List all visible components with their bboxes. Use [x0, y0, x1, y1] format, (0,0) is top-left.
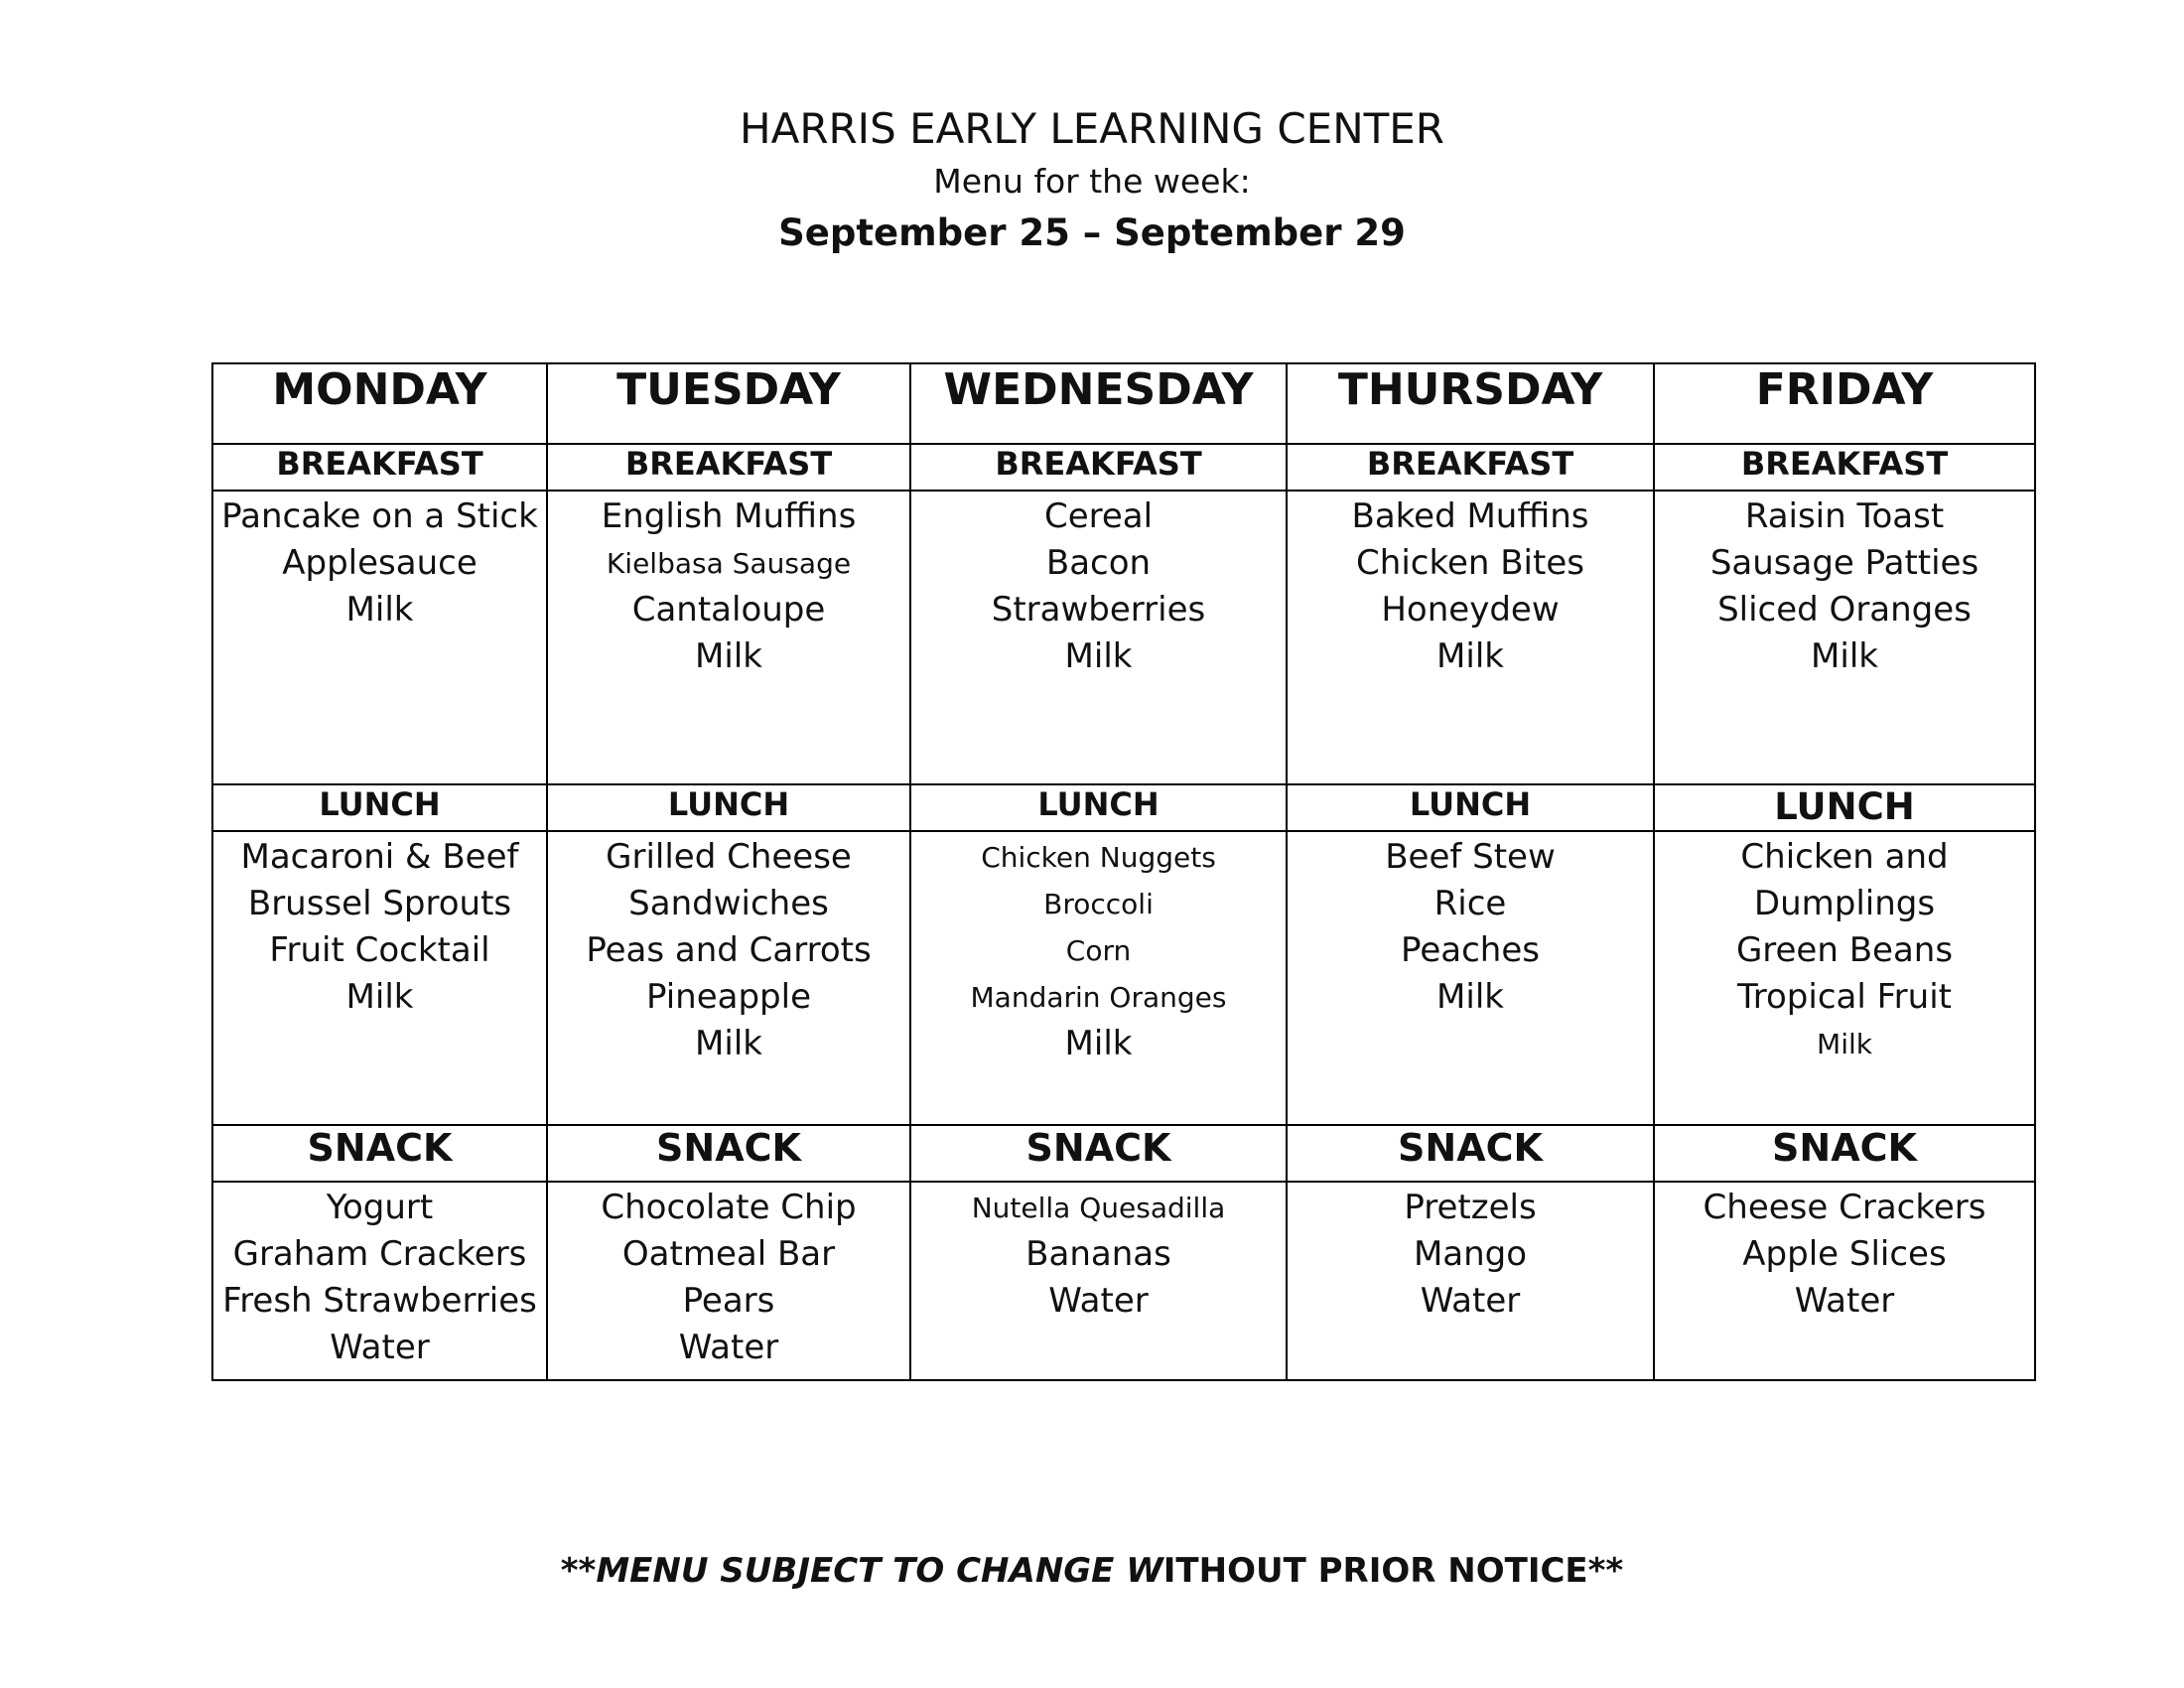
breakfast-label-row [212, 444, 2035, 491]
menu-item: Nutella Quesadilla [971, 1192, 1226, 1224]
snack-label: SNACK [1654, 1125, 2035, 1182]
day-header-row [212, 363, 2035, 444]
menu-item: Grilled Cheese [606, 837, 852, 877]
menu-item: Pears [682, 1281, 775, 1321]
menu-item: Milk [1436, 636, 1504, 676]
week-dates: September 25 – September 29 [778, 211, 1406, 254]
menu-item: Mango [1413, 1234, 1528, 1274]
menu-item: Honeydew [1381, 590, 1560, 630]
lunch-monday-cell [212, 831, 547, 1125]
menu-item: Milk [1064, 1024, 1133, 1063]
menu-item: Water [678, 1328, 779, 1367]
menu-item: Milk [1064, 636, 1133, 676]
breakfast-monday-cell [212, 491, 547, 784]
breakfast-label: BREAKFAST [547, 444, 910, 491]
breakfast-items-row [212, 491, 2035, 784]
day-header-thursday: THURSDAY [1287, 363, 1654, 444]
menu-item: Cereal [1043, 496, 1154, 536]
menu-item: Graham Crackers [232, 1234, 527, 1274]
menu-item: Dumplings [1753, 884, 1936, 923]
snack-wednesday-cell [910, 1182, 1287, 1380]
breakfast-label: BREAKFAST [910, 444, 1287, 491]
menu-item: Milk [695, 636, 762, 676]
menu-item: Kielbasa Sausage [606, 547, 852, 580]
menu-item: Sliced Oranges [1717, 590, 1972, 630]
lunch-label-row [212, 784, 2035, 831]
menu-item: Macaroni & Beef [240, 837, 519, 877]
breakfast-label: BREAKFAST [212, 444, 547, 491]
day-header-wednesday: WEDNESDAY [910, 363, 1287, 444]
menu-item: Pancake on a Stick [221, 496, 538, 536]
page-title: HARRIS EARLY LEARNING CENTER [740, 104, 1444, 153]
menu-item: Water [1420, 1281, 1521, 1321]
snack-monday-cell [212, 1182, 547, 1380]
menu-item: Milk [345, 977, 414, 1017]
menu-item: Beef Stew [1385, 837, 1556, 877]
menu-item: Fresh Strawberries [222, 1281, 537, 1321]
menu-item: Chicken Nuggets [981, 841, 1216, 874]
notice-text: ITHOUT PRIOR NOTICE** [1162, 1551, 1624, 1591]
weekly-menu-table [211, 362, 2036, 1381]
snack-items-row [212, 1182, 2035, 1380]
day-header-tuesday: TUESDAY [547, 363, 910, 444]
menu-item: Chicken Bites [1356, 543, 1584, 583]
menu-item: Water [1794, 1281, 1895, 1321]
menu-item: Pretzels [1404, 1188, 1537, 1227]
menu-item: Bacon [1045, 543, 1152, 583]
lunch-label: LUNCH [547, 784, 910, 831]
menu-item: Broccoli [1043, 888, 1154, 920]
menu-item: Fruit Cocktail [269, 930, 490, 970]
lunch-label: LUNCH [212, 784, 547, 831]
lunch-thursday-cell [1287, 831, 1654, 1125]
menu-item: Mandarin Oranges [970, 981, 1227, 1014]
menu-item: Water [1048, 1281, 1149, 1321]
lunch-label: LUNCH [1287, 784, 1654, 831]
menu-item: Peas and Carrots [586, 930, 872, 970]
lunch-label: LUNCH [1654, 784, 2035, 831]
menu-item: Strawberries [991, 590, 1206, 630]
menu-item: Milk [1817, 1028, 1872, 1060]
breakfast-label: BREAKFAST [1654, 444, 2035, 491]
page-subtitle: Menu for the week: [933, 162, 1251, 201]
menu-item: Apple Slices [1742, 1234, 1947, 1274]
breakfast-wednesday-cell [910, 491, 1287, 784]
menu-item: Bananas [1025, 1234, 1171, 1274]
snack-friday-cell [1654, 1182, 2035, 1380]
snack-label: SNACK [212, 1125, 547, 1182]
menu-item: Sandwiches [628, 884, 829, 923]
breakfast-friday-cell [1654, 491, 2035, 784]
menu-item: Milk [345, 590, 414, 630]
snack-tuesday-cell [547, 1182, 910, 1380]
snack-label: SNACK [910, 1125, 1287, 1182]
menu-item: Oatmeal Bar [621, 1234, 836, 1274]
menu-item: Milk [695, 1024, 762, 1063]
menu-item: Raisin Toast [1744, 496, 1945, 536]
menu-item: Peaches [1401, 930, 1540, 970]
snack-label: SNACK [1287, 1125, 1654, 1182]
lunch-wednesday-cell [910, 831, 1287, 1125]
menu-item: Baked Muffins [1351, 496, 1589, 536]
lunch-tuesday-cell [547, 831, 910, 1125]
menu-item: Yogurt [326, 1188, 434, 1227]
lunch-label: LUNCH [910, 784, 1287, 831]
menu-item: Chocolate Chip [601, 1188, 857, 1227]
day-header-friday: FRIDAY [1654, 363, 2035, 444]
menu-item: Green Beans [1735, 930, 1954, 970]
menu-item: Brussel Sprouts [247, 884, 512, 923]
menu-item: Tropical Fruit [1736, 977, 1952, 1017]
menu-change-notice [0, 1551, 2184, 1591]
breakfast-thursday-cell [1287, 491, 1654, 784]
menu-item: Water [330, 1328, 430, 1367]
menu-item: Pineapple [645, 977, 812, 1017]
breakfast-tuesday-cell [547, 491, 910, 784]
menu-item: English Muffins [601, 496, 857, 536]
menu-item: Corn [1065, 934, 1132, 967]
menu-item: Chicken and [1740, 837, 1949, 877]
snack-thursday-cell [1287, 1182, 1654, 1380]
lunch-friday-cell [1654, 831, 2035, 1125]
lunch-items-row [212, 831, 2035, 1125]
menu-item: Rice [1433, 884, 1507, 923]
menu-item: Cantaloupe [631, 590, 826, 630]
menu-item: Milk [1811, 636, 1878, 676]
breakfast-label: BREAKFAST [1287, 444, 1654, 491]
day-header-monday: MONDAY [212, 363, 547, 444]
menu-item: Cheese Crackers [1703, 1188, 1986, 1227]
snack-label: SNACK [547, 1125, 910, 1182]
menu-item: Sausage Patties [1709, 543, 1979, 583]
notice-italic-text: **MENU SUBJECT TO CHANGE W [560, 1551, 1163, 1591]
menu-item: Applesauce [282, 543, 478, 583]
snack-label-row [212, 1125, 2035, 1182]
menu-item: Milk [1436, 977, 1504, 1017]
